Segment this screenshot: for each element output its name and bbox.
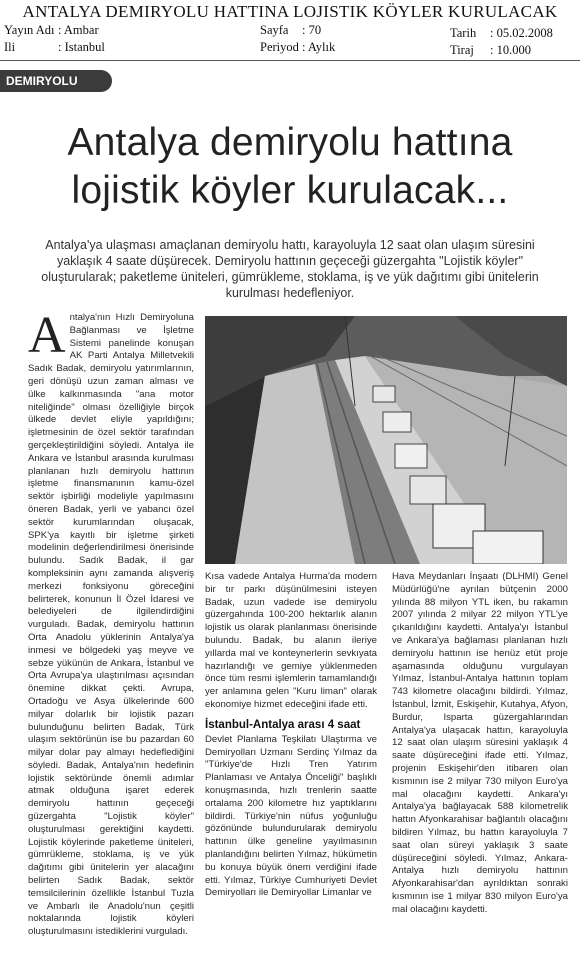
tiraj-value: : 10.000: [490, 43, 531, 57]
column-3-text: Hava Meydanları İnşaatı (DLHMI) Genel Müdürlüğü'ne ayrılan bütçenin 2000 yılında 88 milyon YTL iken, bu rakamın 2007 yılında 2 milyar 22 milyon YTL'ye çıkarıldığını kaydetti. Antalya'yı İstanbul ve Ankara'ya bağlaması planlanan hızlı demiryolu hattının ise henüz etüt proje aşamasında olduğunu vurgulayan Yılmaz, İstanbul-Antalya hattının toplam 743 kilometre olacağını bildirdi. Yılmaz, İstanbul, İzmit, Eskişehir, Kutahya, Afyon, Burdur, Isparta güzergahlarından Antalya'ya ulaşacak hattın, karayoluyla 12 saat olan ulaşım süresini yaklaşık 4 saate düşüreceğini ifade etti. Yılmaz, projenin Eskişehir'den itibaren olan kısmının ise 2 milyar 730 milyon Euro'ya mal olacağını kaydetti. Ankara'yı Antalya'ya bağlayacak 588 kilometrelik hattın Afyonkarahisar bağlantılı olacağını bildiren Yılmaz, bu hattın karayoluyla 7 saat olan süreyi yaklaşık 3 saate düşüreceğini söyledi. Yılmaz, Ankara-Antalya hızlı demiryolu hattının Afyonkarahisar'dan ayrıldıktan sonraki kısmının ise 1 milyar 830 milyon Euro'ya mal olacağını kaydetti.: [392, 571, 568, 915]
ili-label: Ili: [4, 40, 16, 54]
column-2-text-a: Kısa vadede Antalya Hurma'da modern bir tır parkı düşünülmesini isteyen Badak, uzun vadede ise demiryolu güzergahında 100-200 hektarlık alanın lojistik us olarak planlanması önerisinde bulundu. Badak, bu alanın ileriye yıllarda mal ve konteynerlerin sevkıyata hazırlandığı ve gemiye yüklenmeden önce tüm resmi işlemlerin tamamlandığı yer anlamına gelen "Kuru liman" olarak ekonomiye hizmet edeceğini ifade etti.: [205, 571, 377, 710]
ili-value: : Istanbul: [58, 40, 105, 54]
railway-photo: [205, 316, 567, 564]
tarih-label: Tarih: [450, 26, 477, 40]
clipping-header-title: ANTALYA DEMIRYOLU HATTINA LOJISTIK KÖYLER KURULACAK: [22, 2, 558, 21]
railway-photo-illustration: [205, 316, 567, 564]
sayfa-value: : 70: [302, 23, 322, 37]
periyod-value: : Aylık: [302, 40, 336, 54]
yayin-adi-label: Yayın Adı: [4, 23, 55, 37]
headline-line-2: lojistik köyler kurulacak...: [71, 169, 509, 212]
article-column-1: [28, 307, 194, 952]
tiraj-row: [450, 43, 531, 58]
tarih-row: [450, 26, 553, 41]
sayfa-label: Sayfa: [260, 23, 289, 37]
section-tag: DEMIRYOLU: [0, 70, 112, 92]
header-divider: [0, 60, 580, 61]
sayfa-row: [260, 23, 321, 38]
tarih-value: : 05.02.2008: [490, 26, 553, 40]
yayin-adi-value: : Ambar: [58, 23, 99, 37]
yayin-adi-row: [4, 23, 99, 38]
periyod-row: [260, 40, 335, 55]
article-column-3: [392, 571, 568, 951]
periyod-label: Periyod: [260, 40, 299, 54]
subheading: İstanbul-Antalya arası 4 saat: [205, 718, 361, 731]
tiraj-label: Tiraj: [450, 43, 474, 57]
ili-row: [4, 40, 105, 55]
article-lede: Antalya'ya ulaşması amaçlanan demiryolu hattı, karayoluyla 12 saat olan ulaşım süresini yaklaşık 4 saate düşürecek. Demiryolu hattının geçeceği güzergahta "Lojistik köyler" oluşturularak; paketleme üniteleri, gümrükleme, stoklama, iş ve yük dağıtımı gibi ünitelerin kurulması hedefleniyor.: [41, 238, 539, 300]
headline-line-1: Antalya demiryolu hattına: [67, 121, 513, 164]
article-column-2: [205, 571, 377, 951]
column-1-text: ntalya'nın Hızlı Demiryoluna Bağlanması ve İşletme Sistemi panelinde konuşan AK Parti Antalya Milletvekili Sadık Badak, demiryolu yatırımlarının, geri dönüşü uzun zaman alması ve ülke kalkınmasında "ana motor niteliğinde" olması özelliğiyle birçok ülkede devlet eliyle yapıldığını; işletmesinin de özel sektör tarafından gerçekleştirildiğini söyledi. Antalya ile Ankara ve İstanbul arasında kurulması planlanan hızlı demiryolu hattının işletme finansmanının kamu-özel sektör işbirliği modeliyle yapılmasını öneren Badak, yerli ve yabancı özel sektör kurumlarından oluşacak, SPK'ya kayıtlı bir işletme şirketi modelinin değerlendirilmesi önerisinde bulundu. Sadık Badak, il gar kompleksinin aynı zamanda alışveriş merkezi fonksiyonu göreceğini belirterek, konunun İl Özel İdaresi ve belediyeleri de ilgilendirdiğini vurguladı. Badak, demiryolu hattının Orta Anadolu yüklerinin Antalya'ya inmesi ve bölgedeki yaş meyve ve sebze yükünün de Ankara, İstanbul ve Orta Avrupa'ya ulaştırılması açısından önemine dikkat çekti. Avrupa, Ortadoğu ve Asya ülkelerinde 600 milyar dolarlık bir lojistik pazarı bulunduğunu belirten Badak, Türk ulaşım sektörünün ise bu pazardan 60 milyar dolar pay almayı hedeflediğini söyledi. Badak, Antalya'nın hedefinin lojistik sektöründe önemli adımlar atmak olduğuna işaret ederek demiryolu hattının geçeceği güzergahta "Lojistik köyler" oluşturulması gerektiğini kaydetti. Lojistik köylerinde paketleme üniteleri, gümrükleme, stoklama, iş ve yük dağıtımı gibi ünitelerin yer alacağını belirten Sadık Badak, sektör temsilcilerinin özellikle İstanbul Tuzla ve Ambarlı ile Anadolu'nun çeşitli noktalarında lojistik köyleri oluşturulmasını istediklerini vurguladı.: [28, 312, 194, 938]
dropcap-letter: A: [28, 307, 66, 364]
column-2-text-b: Devlet Planlama Teşkilatı Ulaştırma ve Demiryolları Uzmanı Serdinç Yılmaz da "Türkiye'de Hızlı Tren Yatırım Planlaması ve Antalya Önceliği" başlıklı konuşmasında, hızlı trenlerin saatte ortalama 200 kilometre hız yaptıklarını bildirdi. Türkiye'nin nüfus yoğunluğu gözönünde bulundurularak demiryolu hattının ülke geneline yayılmasının planlandığını belirten Yılmaz, hükümetin bu konuya büyük önem verdiğini ifade etti. Yılmaz, Türkiye Cumhuriyeti Devlet Demiryolları ile Demiryollar Limanlar ve: [205, 733, 377, 899]
